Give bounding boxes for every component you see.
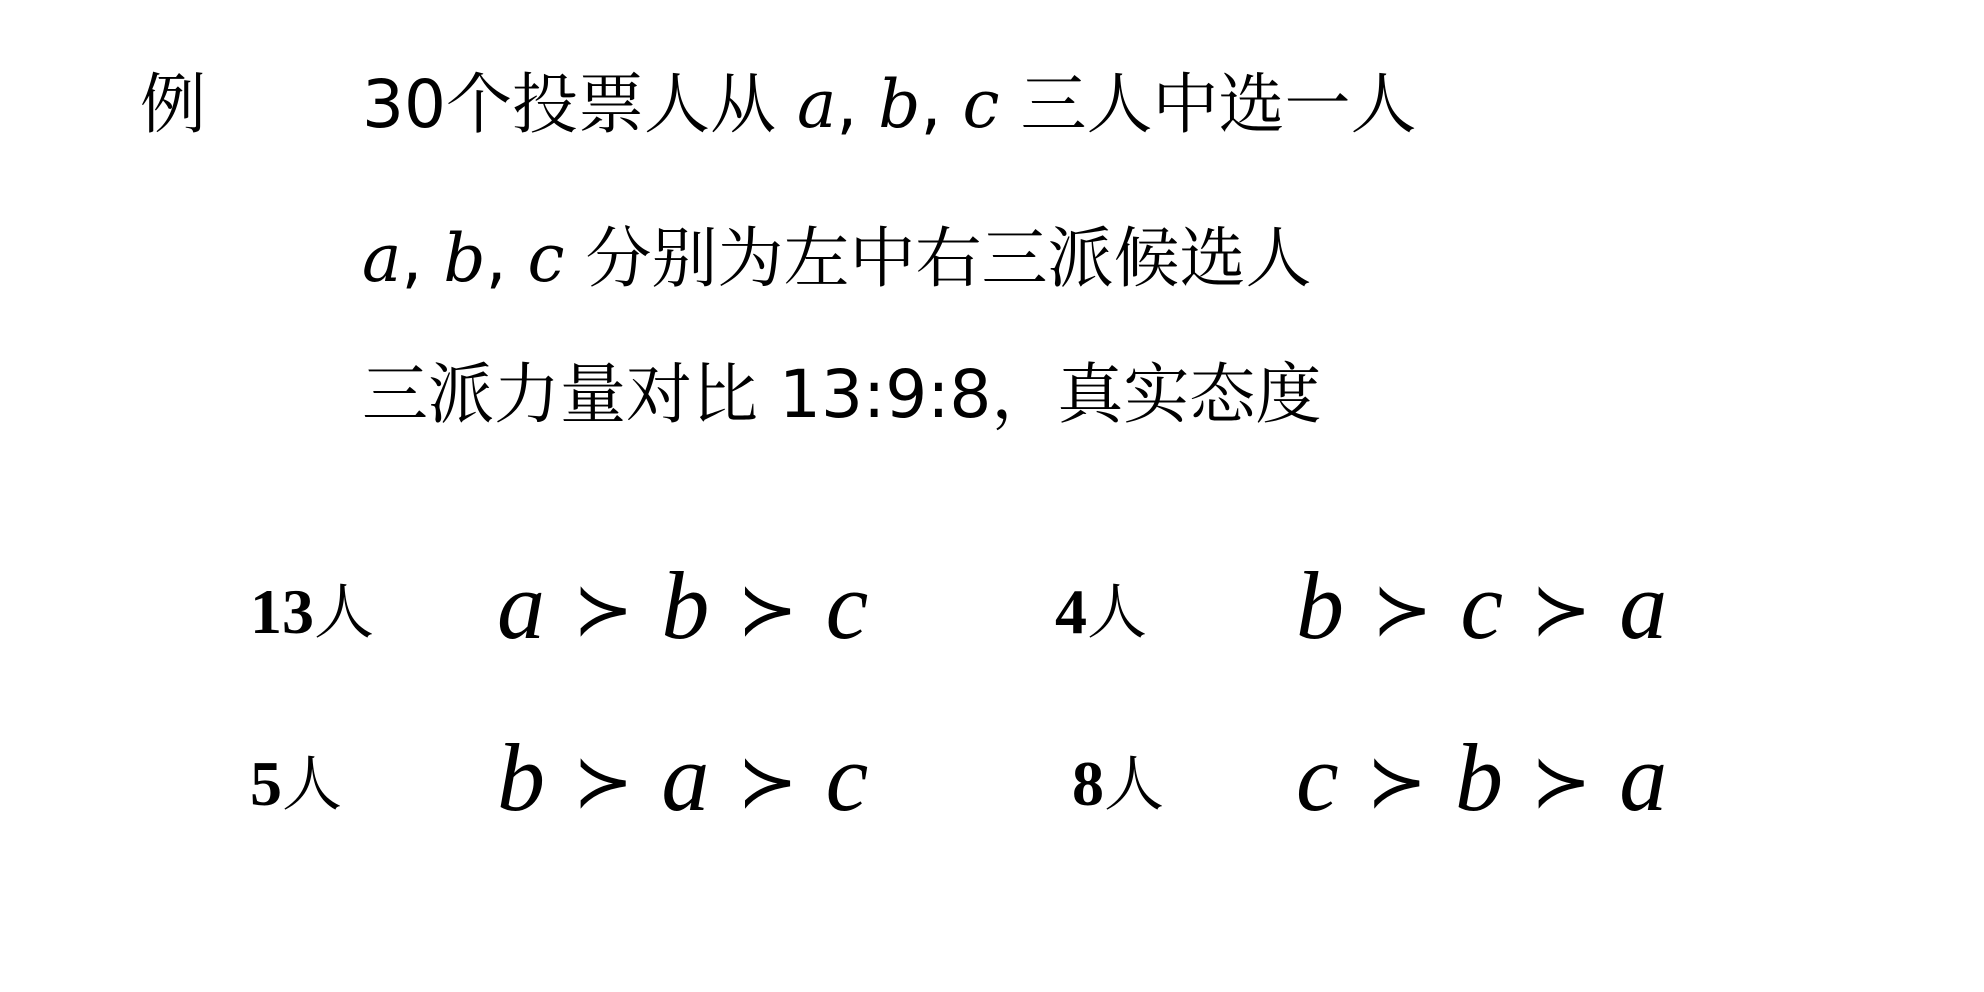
- pref-item: c: [825, 724, 869, 831]
- count-number: 4: [1055, 576, 1087, 647]
- count-unit: 人: [282, 750, 342, 820]
- count-unit: 人: [1087, 578, 1147, 648]
- pref-item: a: [661, 724, 710, 831]
- group-count-8: [1072, 748, 1164, 820]
- var-b: b: [443, 220, 486, 297]
- intro-line-1-suffix: 三人中选一人: [999, 66, 1417, 143]
- var-c: c: [962, 66, 1000, 143]
- pref-item: b: [661, 552, 710, 659]
- separator: ,: [401, 220, 444, 297]
- succ-symbol: ≻: [573, 570, 634, 650]
- pref-item: c: [1460, 552, 1503, 659]
- succ-symbol: ≻: [737, 742, 798, 822]
- pref-item: a: [1619, 552, 1668, 659]
- intro-line-2-suffix: 分别为左中右三派候选人: [564, 220, 1312, 297]
- var-a: a: [796, 66, 837, 143]
- succ-symbol: ≻: [1530, 742, 1592, 822]
- succ-symbol: ≻: [1366, 742, 1427, 822]
- count-number: 13: [250, 576, 314, 647]
- pref-item: b: [497, 724, 545, 831]
- separator: ,: [836, 66, 879, 143]
- preference-order-5: [497, 724, 869, 831]
- pref-item: a: [497, 552, 545, 659]
- var-b: b: [878, 66, 921, 143]
- preference-order-4: [1296, 552, 1668, 659]
- group-count-5: [250, 748, 342, 820]
- count-number: 5: [250, 748, 282, 819]
- count-unit: 人: [1104, 750, 1164, 820]
- preference-order-8: [1296, 724, 1668, 831]
- pref-item: b: [1296, 552, 1344, 659]
- group-count-13: [250, 576, 374, 648]
- var-a: a: [362, 220, 402, 297]
- separator: ,: [920, 66, 963, 143]
- var-c: c: [527, 220, 565, 297]
- count-unit: 人: [314, 578, 374, 648]
- pref-item: c: [1296, 724, 1339, 831]
- pref-item: a: [1619, 724, 1668, 831]
- succ-symbol: ≻: [1372, 570, 1433, 650]
- intro-line-3: 三派力量对比 13:9:8，真实态度: [362, 356, 1322, 433]
- count-number: 8: [1072, 748, 1104, 819]
- intro-line-2: [362, 220, 1312, 297]
- pref-item: c: [825, 552, 869, 659]
- succ-symbol: ≻: [573, 742, 634, 822]
- separator: ,: [485, 220, 528, 297]
- preference-order-13: [497, 552, 869, 659]
- intro-line-1: [362, 66, 1417, 143]
- example-label: 例: [140, 66, 206, 143]
- pref-item: b: [1454, 724, 1503, 831]
- succ-symbol: ≻: [1530, 570, 1592, 650]
- intro-line-1-prefix: 30个投票人从: [362, 66, 797, 143]
- group-count-4: [1055, 576, 1147, 648]
- succ-symbol: ≻: [737, 570, 798, 650]
